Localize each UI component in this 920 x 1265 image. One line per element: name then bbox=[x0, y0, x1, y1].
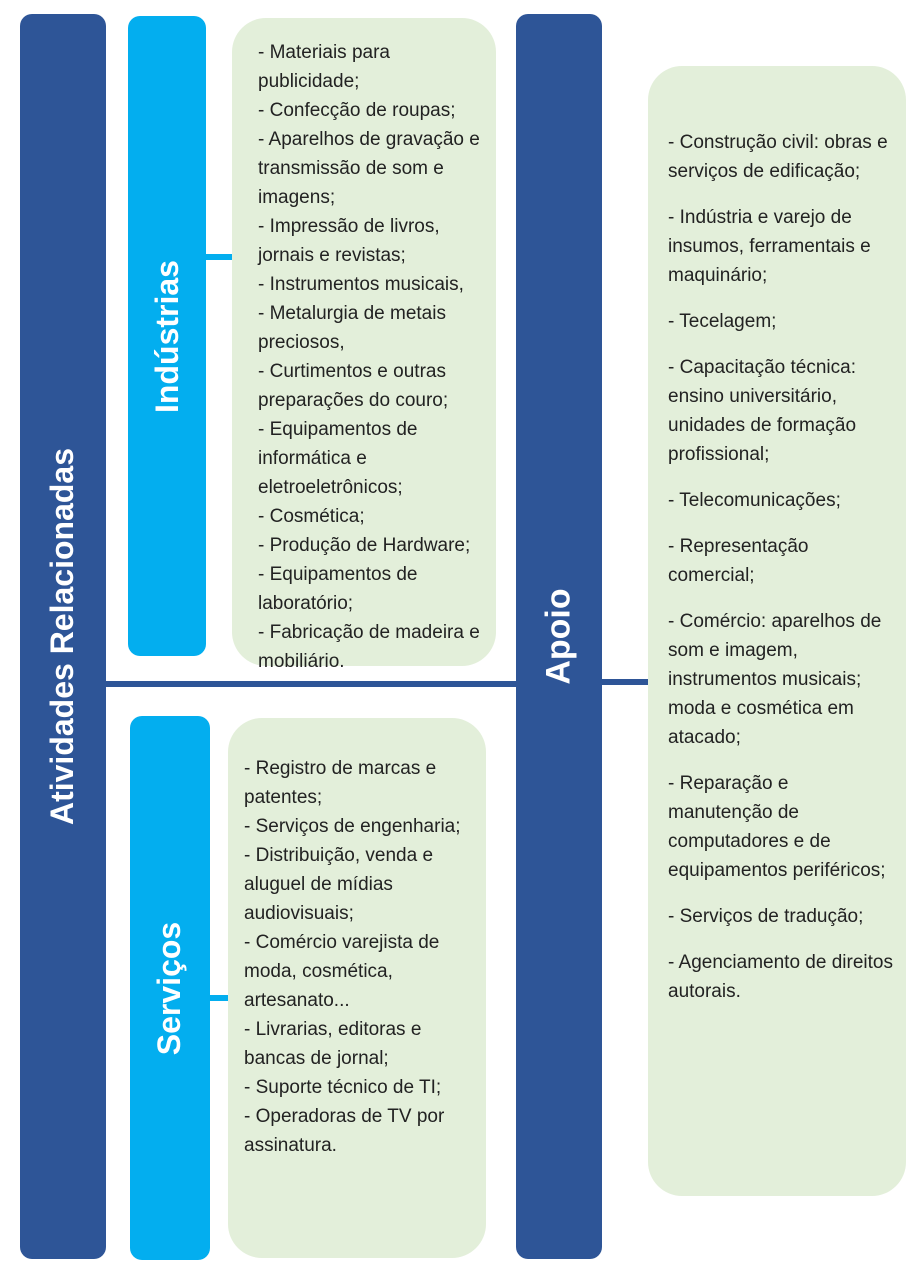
list-item: - Serviços de engenharia; bbox=[244, 816, 461, 837]
list-item: - Confecção de roupas; bbox=[258, 100, 456, 121]
list-item: - Fabricação de madeira e mobiliário. bbox=[258, 622, 480, 672]
list-item: - Distribuição, venda e aluguel de mídias audiovisuais; bbox=[244, 845, 434, 924]
list-item: - Capacitação técnica: ensino universitário, unidades de formação profissional; bbox=[668, 357, 857, 465]
industrias-bar bbox=[128, 16, 206, 656]
list-item: - Comércio varejista de moda, cosmética, artesanato... bbox=[244, 932, 440, 1011]
list-item: - Livrarias, editoras e bancas de jornal; bbox=[244, 1019, 422, 1069]
list-item: - Telecomunicações; bbox=[668, 490, 841, 511]
list-item: - Equipamentos de informática e eletroeletrônicos; bbox=[258, 419, 418, 498]
list-item: - Equipamentos de laboratório; bbox=[258, 564, 418, 614]
list-item: - Materiais para publicidade; bbox=[258, 42, 390, 92]
apoio-bar bbox=[516, 14, 602, 1259]
connector-apoio-list bbox=[598, 679, 650, 685]
list-item: - Metalurgia de metais preciosos, bbox=[258, 303, 446, 353]
list-item: - Reparação e manutenção de computadores e de equipamentos periféricos; bbox=[668, 773, 886, 881]
list-item: - Representação comercial; bbox=[668, 536, 809, 586]
list-item: - Indústria e varejo de insumos, ferramentais e maquinário; bbox=[668, 207, 871, 286]
list-item: - Curtimentos e outras preparações do couro; bbox=[258, 361, 449, 411]
servicos-list bbox=[244, 754, 478, 1160]
list-item: - Aparelhos de gravação e transmissão de som e imagens; bbox=[258, 129, 480, 208]
list-item: - Produção de Hardware; bbox=[258, 535, 471, 556]
list-item: - Agenciamento de direitos autorais. bbox=[668, 952, 893, 1002]
industrias-label: Indústrias bbox=[148, 259, 185, 413]
list-item: - Registro de marcas e patentes; bbox=[244, 758, 437, 808]
list-item: - Serviços de tradução; bbox=[668, 906, 864, 927]
list-item: - Tecelagem; bbox=[668, 311, 777, 332]
apoio-list-box bbox=[648, 66, 906, 1196]
list-item: - Instrumentos musicais, bbox=[258, 274, 464, 295]
industrias-list-box bbox=[232, 18, 496, 672]
industrias-list bbox=[258, 38, 488, 676]
servicos-label: Serviços bbox=[151, 921, 188, 1055]
list-item: - Suporte técnico de TI; bbox=[244, 1077, 442, 1098]
list-item: - Construção civil: obras e serviços de edificação; bbox=[668, 132, 888, 182]
list-item: - Cosmética; bbox=[258, 506, 365, 527]
list-item: - Operadoras de TV por assinatura. bbox=[244, 1106, 445, 1156]
list-item: - Impressão de livros, jornais e revistas; bbox=[258, 216, 440, 266]
apoio-list bbox=[668, 128, 896, 1006]
servicos-list-box bbox=[228, 718, 486, 1258]
connector-root-apoio bbox=[100, 681, 520, 687]
list-item: - Comércio: aparelhos de som e imagem, instrumentos musicais; moda e cosmética em atacado; bbox=[668, 611, 882, 748]
root-bar bbox=[20, 14, 106, 1259]
apoio-label: Apoio bbox=[539, 588, 578, 685]
servicos-bar bbox=[130, 716, 210, 1260]
root-label: Atividades Relacionadas bbox=[44, 447, 81, 826]
